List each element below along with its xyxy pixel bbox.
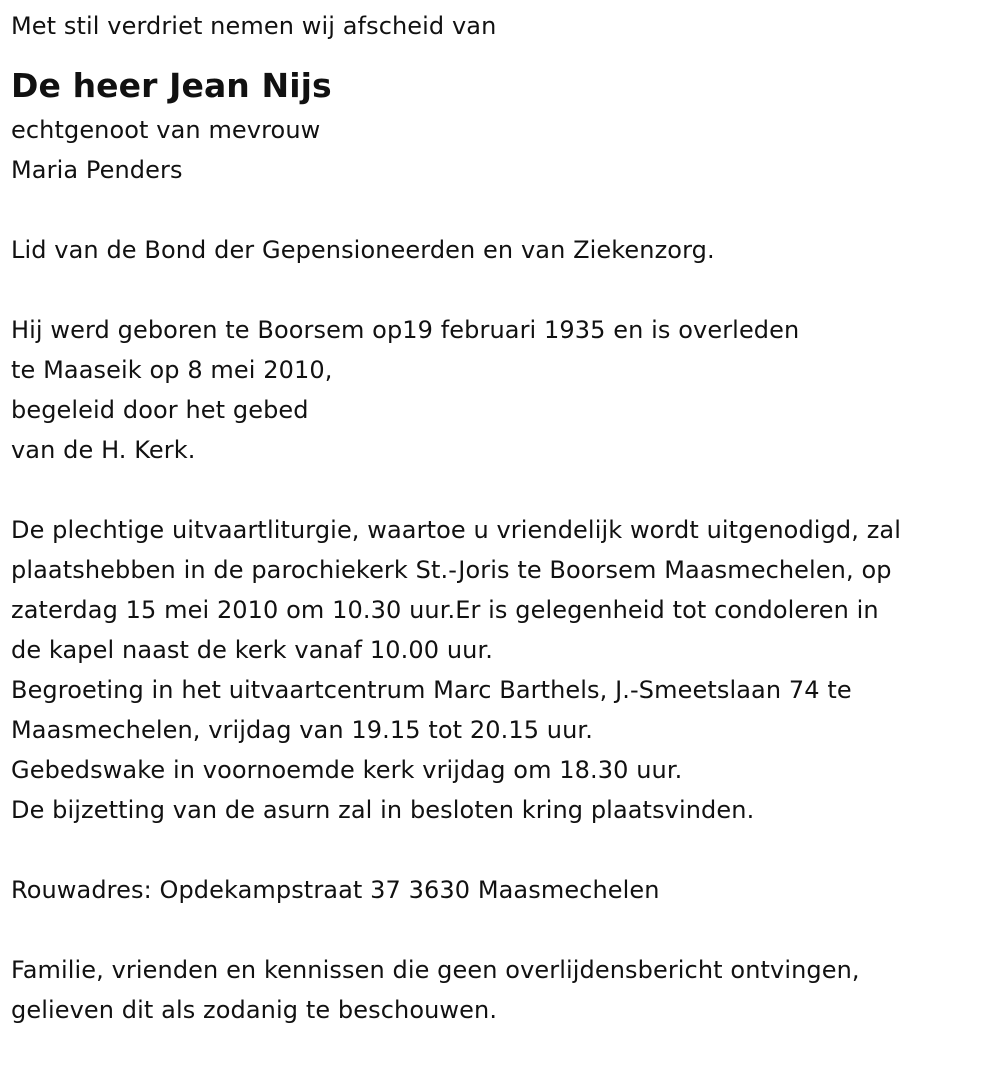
paragraph-line: te Maaseik op 8 mei 2010, [11,356,333,384]
membership-text: Lid van de Bond der Gepensioneerden en van Ziekenzorg. [11,236,715,264]
paragraph-line: gelieven dit als zodanig te beschouwen. [11,996,498,1024]
paragraph-line: van de H. Kerk. [11,436,196,464]
spacer [11,190,1000,230]
paragraph-line: Hij werd geboren te Boorsem op19 februari 1935 en is overleden [11,316,800,344]
intro-text: Met stil verdriet nemen wij afscheid van [11,12,497,40]
spacer [11,910,1000,950]
spouse-line-2: Maria Penders [11,156,183,184]
funeral-paragraph [11,510,1000,830]
closing-paragraph [11,950,1000,1030]
paragraph-line: begeleid door het gebed [11,396,309,424]
paragraph-line: de kapel naast de kerk vanaf 10.00 uur. [11,636,493,664]
paragraph-line: De plechtige uitvaartliturgie, waartoe u vriendelijk wordt uitgenodigd, zal [11,516,901,544]
mourning-address: Rouwadres: Opdekampstraat 37 3630 Maasmechelen [11,876,660,904]
paragraph-line: Begroeting in het uitvaartcentrum Marc Barthels, J.-Smeetslaan 74 te [11,676,852,704]
paragraph-line: plaatshebben in de parochiekerk St.-Joris te Boorsem Maasmechelen, op [11,556,892,584]
spacer [11,830,1000,870]
spacer [11,270,1000,310]
paragraph-line: Maasmechelen, vrijdag van 19.15 tot 20.15 uur. [11,716,593,744]
paragraph-line: Gebedswake in voornoemde kerk vrijdag om 18.30 uur. [11,756,683,784]
paragraph-line: Familie, vrienden en kennissen die geen overlijdensbericht ontvingen, [11,956,860,984]
spacer [11,470,1000,510]
birth-death-paragraph [11,310,1000,470]
deceased-name: De heer Jean Nijs [11,66,332,105]
paragraph-line: De bijzetting van de asurn zal in besloten kring plaatsvinden. [11,796,755,824]
spouse-line-1: echtgenoot van mevrouw [11,116,321,144]
paragraph-line: zaterdag 15 mei 2010 om 10.30 uur.Er is gelegenheid tot condoleren in [11,596,879,624]
